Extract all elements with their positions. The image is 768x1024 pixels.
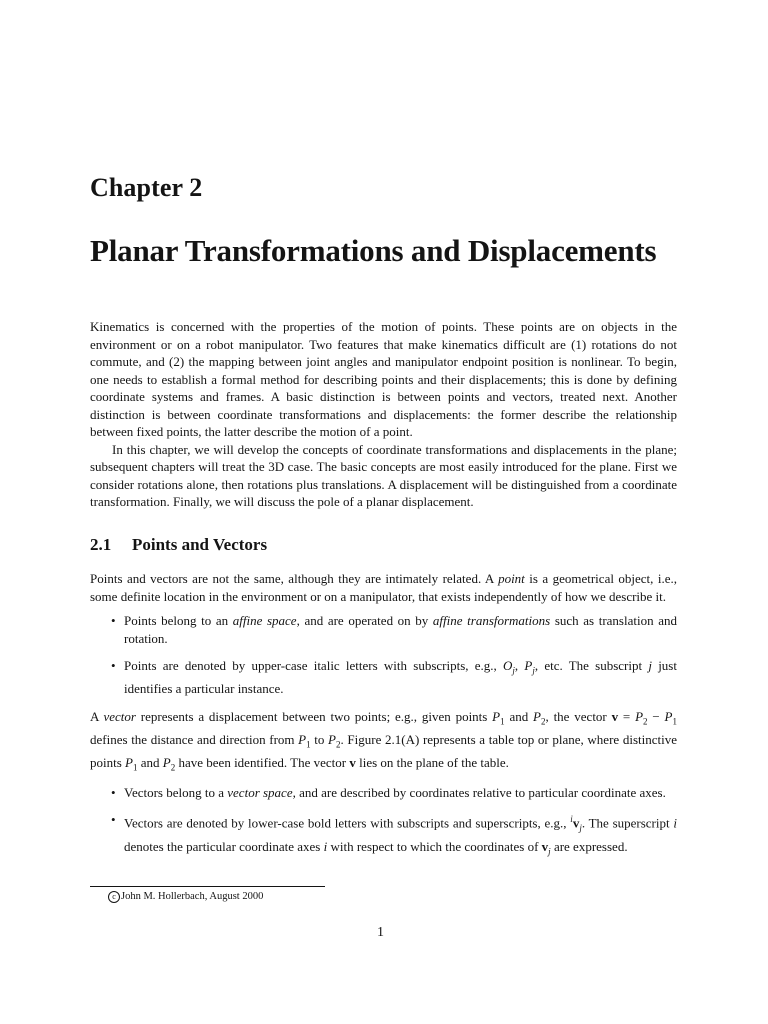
intro-paragraph-1: Kinematics is concerned with the properties of the motion of points. These points are on objects in the environment or on a robot manipulator. Two features that make kinematics difficult are (1) rotations do not commute, and (2) the mapping between joint angles and manipulator endpoint position is nonlinear. To begin, one needs to establish a formal method for describing points and their displacements; this is done by defining coordinate systems and frames. A basic distinction is between points and vectors, treated next. Another distinction is between coordinate transformations and displacements: the former describe the relationship between fixed points, the latter describe the motion of a point. (90, 319, 677, 439)
intro-section (90, 318, 677, 511)
list-item: • Points are denoted by upper-case italic letters with subscripts, e.g., $O_j$, $P_j$, etc. The subscript j just identifies a particular instance. (111, 658, 677, 697)
page-number: 1 (377, 925, 384, 940)
copyright-footnote (108, 891, 263, 903)
section-body (90, 570, 677, 871)
footnote-rule (90, 886, 325, 887)
points-bullet-list (90, 612, 677, 698)
intro-paragraph-2: In this chapter, we will develop the concepts of coordinate transformations and displacements in the plane; subsequent chapters will treat the 3D case. The basic concepts are most easily introduced for the plane. First we consider rotations alone, then rotations plus translations. A displacement will be distinguished from a coordinate transformation. Finally, we will discuss the pole of a planar displacement. (90, 441, 677, 509)
section-paragraph-1: Points and vectors are not the same, although they are intimately related. A point is a geometrical object, i.e., some definite location in the environment or on a manipulator, that exists independently of how we describe it. (90, 571, 678, 604)
list-item: • Points belong to an affine space, and are operated on by affine transformations such as translation and rotation. (111, 613, 677, 646)
section-number: 2.1 (90, 535, 112, 554)
footnote-text: John M. Hollerbach, August 2000 (121, 891, 264, 902)
chapter-label: Chapter 2 (90, 173, 203, 202)
section-heading (90, 535, 267, 555)
vectors-bullet-list (90, 784, 677, 861)
section-paragraph-2: A vector represents a displacement between two points; e.g., given points $P_1$ and $P_2$, the vector $v = P_2 - P_1$ defines the distance and direction from $P_1$ to $P_2$. Figure 2.1(A) represents a table top or plane, where distinctive points $P_1$ and $P_2$ have been identified. The vector v lies on the plane of the table. (90, 708, 677, 773)
copyright-icon: c (108, 891, 120, 903)
document-page (90, 0, 677, 1024)
chapter-title: Planar Transformations and Displacements (90, 233, 657, 268)
list-item: • Vectors belong to a vector space, and are described by coordinates relative to particular coordinate axes. (111, 784, 666, 800)
list-item: • Vectors are denoted by lower-case bold letters with subscripts and superscripts, e.g., $^iv_j$. The superscript i denotes the particular coordinate axes i with respect to which the coordinates of $v_j$ are expressed. (111, 812, 677, 857)
section-title: Points and Vectors (132, 535, 268, 554)
